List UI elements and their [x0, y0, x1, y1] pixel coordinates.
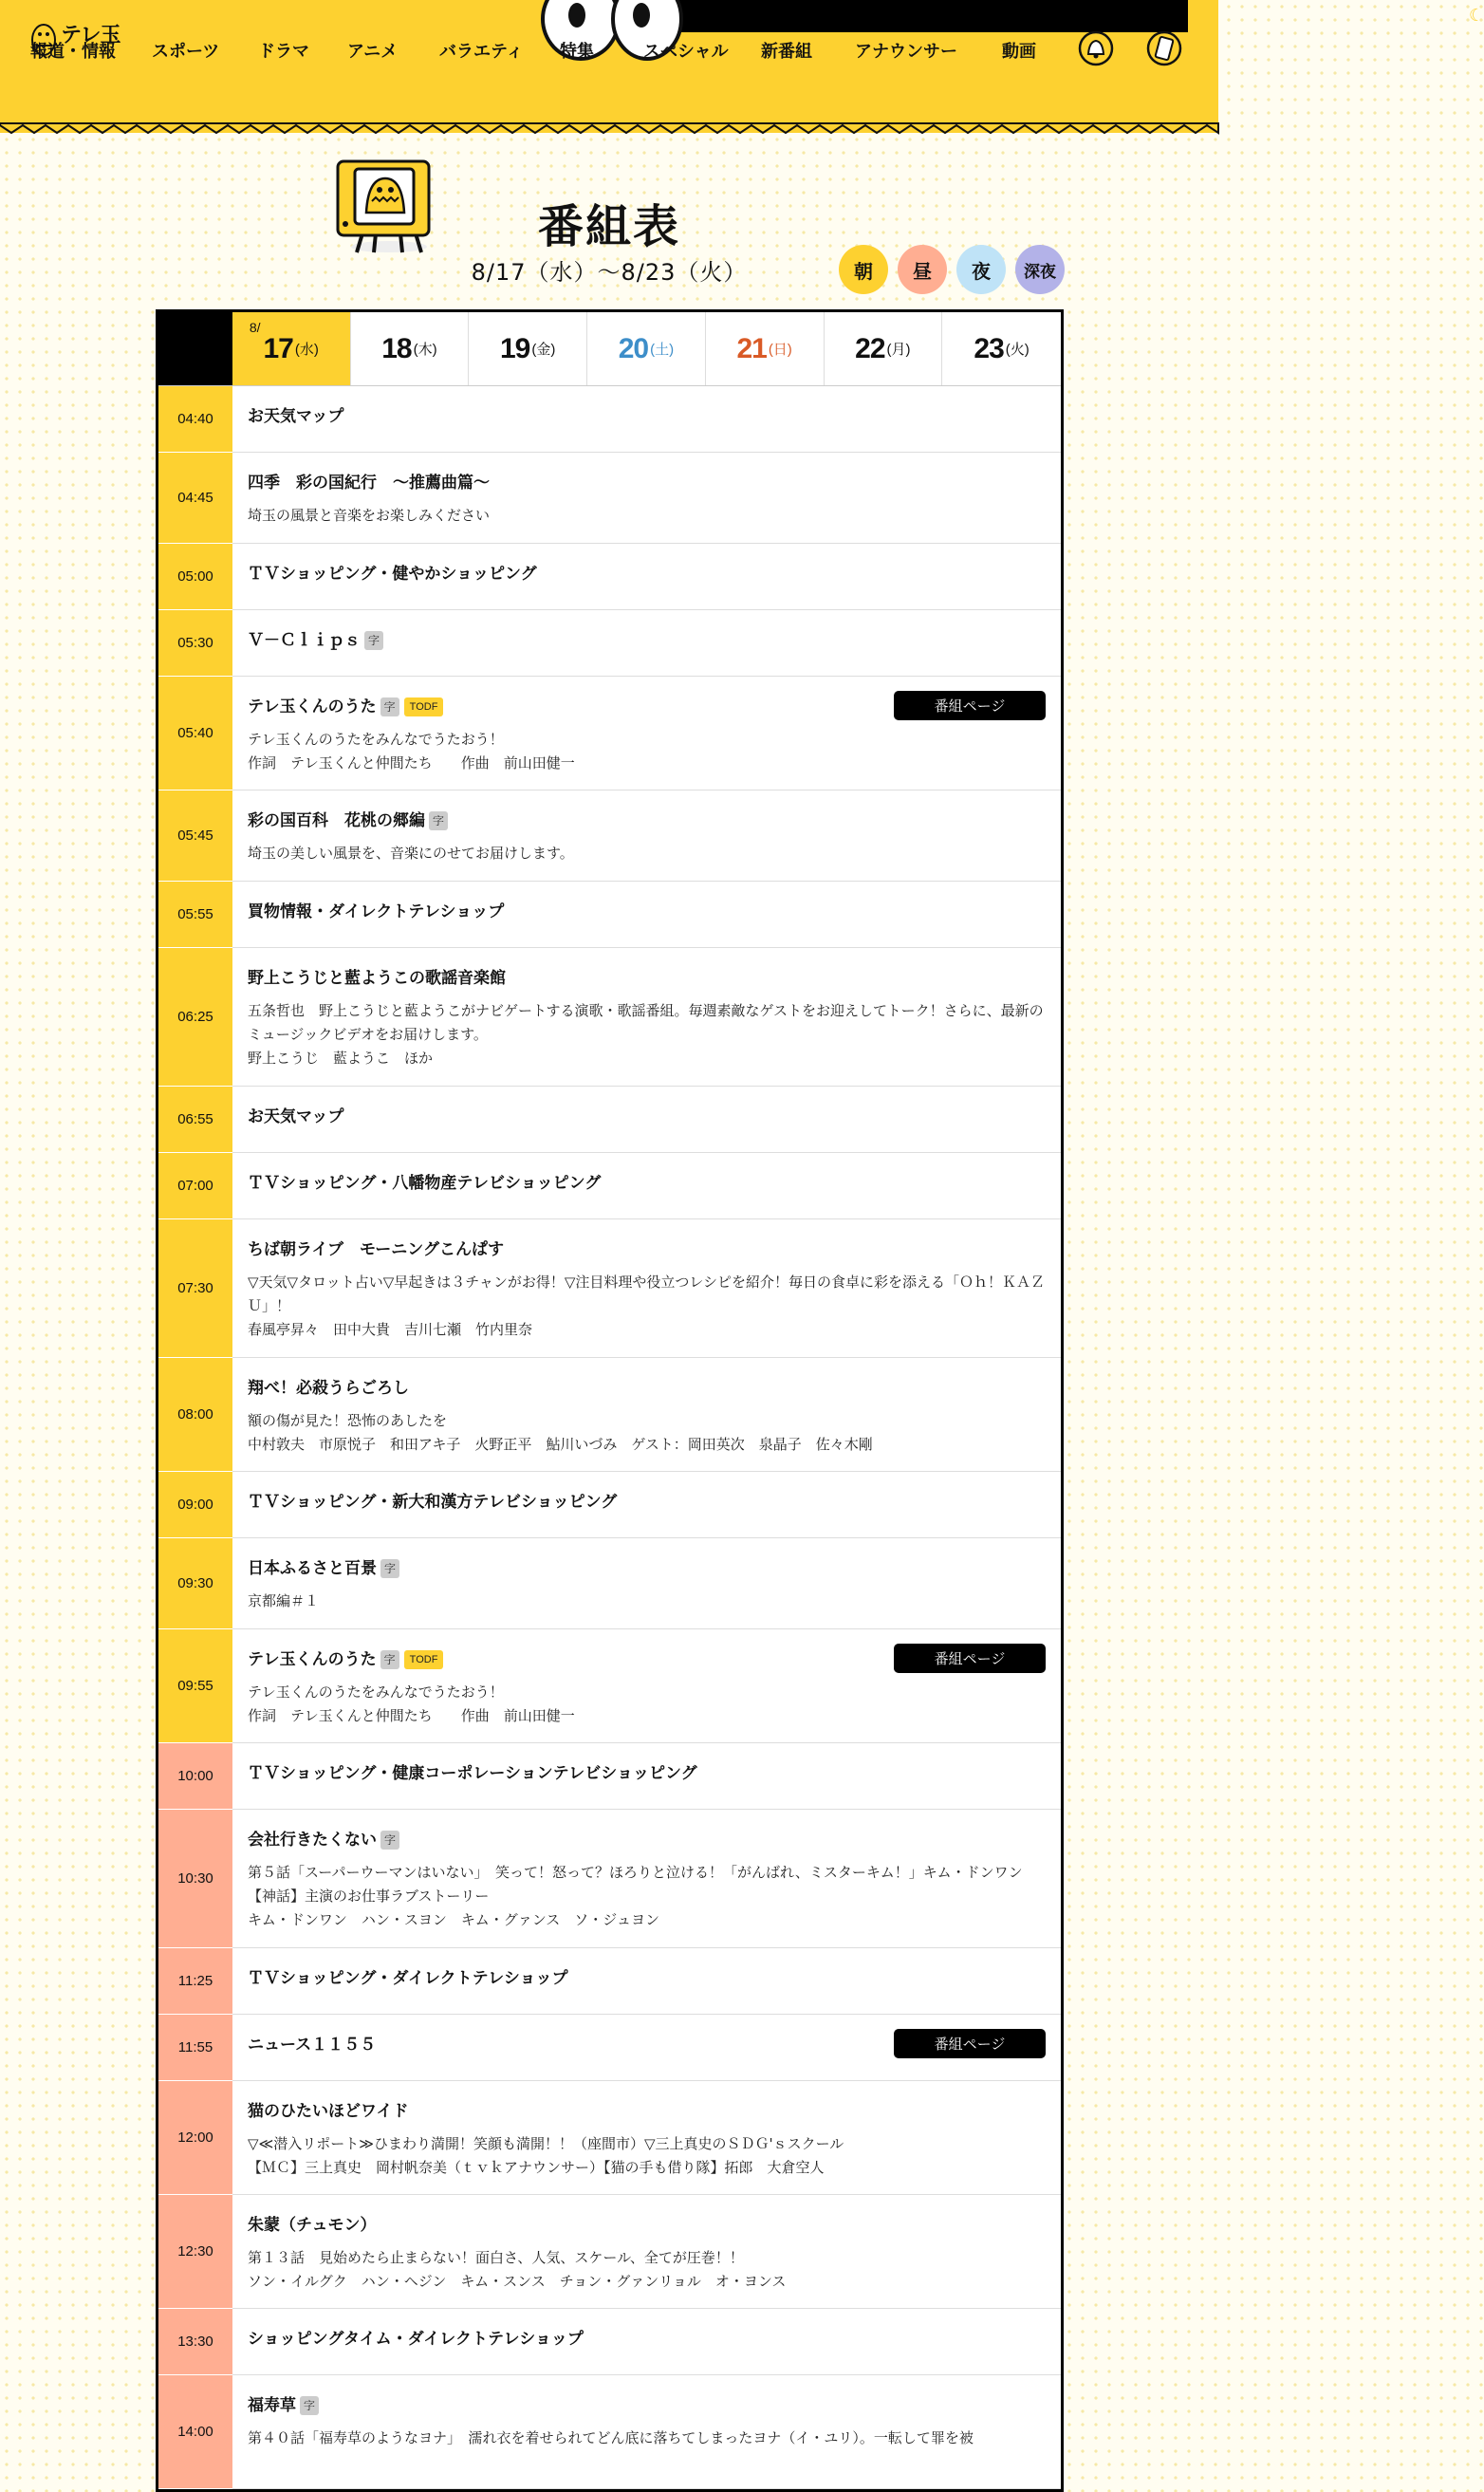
program-cell[interactable] — [232, 1472, 1061, 1537]
program-title-text: テレ玉くんのうた — [248, 697, 377, 716]
program-title-text: ニュース１１５５ — [248, 2036, 377, 2055]
todf-badge: TODF — [404, 697, 444, 716]
program-time: 12:30 — [158, 2195, 232, 2309]
header-zigzag-edge — [0, 123, 1218, 144]
subtitle-badge: 字 — [380, 697, 399, 716]
program-cell[interactable] — [232, 2309, 1061, 2374]
day-weekday: (金) — [531, 342, 556, 358]
program-row — [158, 1219, 1061, 1358]
program-time: 10:00 — [158, 1743, 232, 1810]
program-description: 五条哲也 野上こうじと藍ようこがナビゲートする演歌・歌謡番組。毎週素敵なゲストをお迎えしてトーク！さらに、最新のミュージックビデオをお届けします。 野上こうじ 藍ようこ ほか — [248, 1002, 1044, 1067]
nav-item[interactable]: スペシャル — [643, 42, 729, 62]
day-weekday: (月) — [886, 342, 911, 358]
program-title-text: Ｖ－Ｃｌｉｐｓ — [248, 631, 361, 650]
program-cell[interactable] — [232, 1743, 1061, 1809]
day-weekday: (火) — [1005, 342, 1030, 358]
program-row — [158, 948, 1061, 1087]
program-title[interactable] — [248, 1557, 1046, 1580]
program-row — [158, 2309, 1061, 2375]
program-time: 07:00 — [158, 1153, 232, 1219]
program-title[interactable] — [248, 472, 1046, 494]
program-description: ▽天気▽タロット占い▽早起きは３チャンがお得！▽注目料理や役立つレシピを紹介！毎日の食卓に彩を添える「Ｏｈ！ＫＡＺＵ」！ 春風亭昇々 田中大貴 吉川七瀬 竹内里奈 — [248, 1274, 1046, 1338]
program-cell[interactable] — [232, 1810, 1061, 1947]
program-time: 04:40 — [158, 386, 232, 453]
program-description: 第１３話 見始めたら止まらない！面白さ、人気、スケール、全てが圧巻！！ ソン・イルグク ハン・ヘジン キム・スンス チョン・グァンリョル オ・ヨンス — [248, 2249, 787, 2290]
program-time: 05:40 — [158, 677, 232, 790]
program-description: 額の傷が見た！恐怖のあしたを 中村敦夫 市原悦子 和田アキ子 火野正平 鮎川いづみ ゲスト：岡田英次 泉晶子 佐々木剛 — [248, 1412, 873, 1453]
program-row — [158, 610, 1061, 677]
program-title-text: 福寿草 — [248, 2396, 296, 2415]
day-number: 20 — [618, 332, 649, 364]
day-tab[interactable] — [706, 312, 825, 385]
program-time: 06:25 — [158, 948, 232, 1087]
subtitle-badge: 字 — [380, 1831, 399, 1850]
nav-item[interactable]: 動画 — [1002, 42, 1036, 62]
day-number: 23 — [974, 332, 1004, 364]
program-title-text: ＴＶショッピング・健康コーポレーションテレビショッピング — [248, 1764, 697, 1783]
program-title[interactable] — [248, 1238, 1046, 1261]
program-title-text: お天気マップ — [248, 407, 344, 426]
program-title[interactable] — [248, 1967, 1046, 1990]
logo-text: テレ玉 — [61, 24, 121, 47]
program-title[interactable] — [248, 901, 1046, 923]
subtitle-badge: 字 — [300, 2396, 319, 2415]
program-description: 京都編＃１ — [248, 1592, 320, 1609]
date-range: 8/17（水）〜8/23（火） — [471, 259, 748, 286]
program-row — [158, 544, 1061, 610]
program-description: テレ玉くんのうたをみんなでうたおう！ 作詞 テレ玉くんと仲間たち 作曲 前山田健一 — [248, 731, 575, 772]
program-title[interactable] — [248, 405, 1046, 428]
program-time: 05:55 — [158, 882, 232, 948]
todf-badge: TODF — [404, 1650, 444, 1669]
program-title-text: お天気マップ — [248, 1107, 344, 1126]
day-header-corner — [158, 312, 232, 385]
program-title[interactable] — [248, 1491, 1046, 1514]
day-tab[interactable] — [351, 312, 470, 385]
program-row — [158, 1743, 1061, 1810]
program-cell[interactable] — [232, 453, 1061, 543]
day-tabs — [158, 312, 1061, 386]
program-title-text: ＴＶショッピング・新大和漢方テレビショッピング — [248, 1493, 618, 1512]
program-title[interactable] — [248, 1106, 1046, 1128]
program-title[interactable] — [248, 2394, 1046, 2417]
time-of-day-button[interactable]: 深夜 — [1015, 245, 1065, 294]
program-description: 埼玉の美しい風景を、音楽にのせてお届けします。 — [248, 845, 574, 862]
day-number: 18 — [381, 332, 412, 364]
program-row — [158, 1087, 1061, 1153]
program-title-text: ＴＶショッピング・ダイレクトテレショップ — [248, 1969, 568, 1988]
page-title: 番組表 — [537, 200, 680, 253]
program-page-button[interactable]: 番組ページ — [894, 2029, 1046, 2058]
program-row — [158, 453, 1061, 544]
subtitle-badge: 字 — [364, 631, 383, 650]
day-weekday: (木) — [413, 342, 437, 358]
program-time: 06:55 — [158, 1087, 232, 1153]
program-row — [158, 1948, 1061, 2015]
program-title-text: 朱蒙（チュモン） — [248, 2216, 377, 2235]
day-weekday: (水) — [294, 342, 319, 358]
program-time: 04:45 — [158, 453, 232, 544]
program-time: 05:00 — [158, 544, 232, 610]
program-title[interactable] — [248, 1172, 1046, 1195]
program-row — [158, 1472, 1061, 1538]
day-tab[interactable] — [232, 312, 351, 385]
program-row — [158, 2375, 1061, 2489]
nav-item[interactable]: アニメ — [347, 42, 399, 62]
program-row — [158, 2015, 1061, 2081]
program-cell[interactable] — [232, 1087, 1061, 1152]
subtitle-badge: 字 — [380, 1559, 399, 1578]
subtitle-badge: 字 — [429, 811, 448, 830]
time-of-day-button[interactable]: 朝 — [839, 245, 888, 294]
program-row — [158, 1629, 1061, 1743]
program-cell[interactable] — [232, 1219, 1061, 1357]
program-title[interactable] — [248, 629, 1046, 652]
program-description: 第５話「スーパーウーマンはいない」 笑って！怒って？ほろりと泣ける！「がんばれ、ミスターキム！」キム・ドンワン【神話】主演のお仕事ラブストーリー キム・ドンワン ハン・スヨン キム・グァンス ソ・ジュヨン — [248, 1864, 1023, 1928]
day-tab[interactable] — [825, 312, 943, 385]
program-time: 11:55 — [158, 2015, 232, 2081]
nav-item[interactable]: 特集 — [560, 42, 594, 62]
program-title-text: 猫のひたいほどワイド — [248, 2102, 409, 2121]
nav-item[interactable]: スポーツ — [152, 42, 220, 62]
program-time: 05:45 — [158, 790, 232, 882]
program-cell[interactable] — [232, 544, 1061, 609]
time-of-day-button[interactable]: 昼 — [898, 245, 947, 294]
program-title[interactable] — [248, 2214, 1046, 2237]
program-cell[interactable] — [232, 948, 1061, 1086]
program-time: 07:30 — [158, 1219, 232, 1358]
program-title-text: ちば朝ライブ モーニングこんぱす — [248, 1240, 504, 1259]
nav-item[interactable]: バラエティ — [439, 42, 524, 62]
program-title-text: ＴＶショッピング・八幡物産テレビショッピング — [248, 1174, 602, 1193]
nav-item[interactable]: アナウンサー — [855, 42, 957, 62]
program-title[interactable] — [248, 2328, 1046, 2351]
nav-item[interactable]: ドラマ — [258, 42, 309, 62]
program-row — [158, 1153, 1061, 1219]
program-title-text: ＴＶショッピング・健やかショッピング — [248, 565, 537, 584]
day-number: 21 — [736, 332, 767, 364]
day-weekday: (日) — [768, 342, 792, 358]
day-number: 17 — [263, 332, 293, 364]
program-schedule — [156, 309, 1064, 2492]
program-title-text: 会社行きたくない — [248, 1831, 377, 1850]
program-cell[interactable] — [232, 1358, 1061, 1471]
program-time: 12:00 — [158, 2081, 232, 2195]
program-row — [158, 1538, 1061, 1629]
program-cell[interactable] — [232, 2015, 1061, 2080]
day-number: 22 — [855, 332, 885, 364]
program-title-text: 日本ふるさと百景 — [248, 1559, 377, 1578]
nav-item[interactable]: 新番組 — [761, 42, 812, 62]
program-row — [158, 882, 1061, 948]
program-title[interactable] — [248, 1762, 1046, 1785]
day-weekday: (土) — [650, 342, 675, 358]
main-nav — [0, 0, 1218, 95]
program-title[interactable] — [248, 1377, 1046, 1400]
program-cell[interactable] — [232, 1629, 1061, 1742]
program-row — [158, 1358, 1061, 1472]
program-time: 11:25 — [158, 1948, 232, 2015]
bell-icon[interactable] — [1078, 30, 1114, 66]
program-row — [158, 790, 1061, 882]
program-description: 第４０話「福寿草のようなヨナ」 濡れ衣を着せられてどん底に落ちてしまったヨナ（イ・ユリ）。一転して罪を被 — [248, 2429, 974, 2446]
program-description: 埼玉の風景と音楽をお楽しみください — [248, 507, 491, 524]
program-page-button[interactable]: 番組ページ — [894, 691, 1046, 720]
program-cell[interactable] — [232, 386, 1061, 452]
day-month: 8/ — [249, 320, 261, 335]
program-time: 08:00 — [158, 1358, 232, 1472]
program-row — [158, 2081, 1061, 2195]
program-description: テレ玉くんのうたをみんなでうたおう！ 作詞 テレ玉くんと仲間たち 作曲 前山田健一 — [248, 1683, 575, 1724]
program-title-text: テレ玉くんのうた — [248, 1650, 377, 1669]
program-row — [158, 1810, 1061, 1948]
program-row — [158, 386, 1061, 453]
program-time: 14:00 — [158, 2375, 232, 2489]
program-title-text: 彩の国百科 花桃の郷編 — [248, 811, 425, 830]
day-tab[interactable] — [942, 312, 1061, 385]
program-time: 10:30 — [158, 1810, 232, 1948]
program-title-text: 野上こうじと藍ようこの歌謡音楽館 — [248, 969, 506, 988]
program-time: 09:55 — [158, 1629, 232, 1743]
program-time: 05:30 — [158, 610, 232, 677]
program-time: 13:30 — [158, 2309, 232, 2375]
nav-item[interactable]: 報道・情報 — [30, 42, 116, 62]
program-title[interactable] — [248, 1829, 1046, 1851]
program-row — [158, 2195, 1061, 2309]
program-title-text: ショッピングタイム・ダイレクトテレショップ — [248, 2330, 584, 2349]
program-cell[interactable] — [232, 882, 1061, 947]
day-number: 19 — [499, 332, 530, 364]
program-cell[interactable] — [232, 1153, 1061, 1218]
program-list — [158, 386, 1061, 2489]
mobile-icon[interactable] — [1146, 30, 1182, 66]
day-tab[interactable] — [587, 312, 706, 385]
program-cell[interactable] — [232, 1538, 1061, 1628]
program-title[interactable] — [248, 967, 1046, 990]
program-title-text: 翔べ！必殺うらごろし — [248, 1379, 409, 1398]
program-title[interactable] — [248, 563, 1046, 586]
program-title[interactable] — [248, 2100, 1046, 2123]
program-title-text: 買物情報・ダイレクトテレショップ — [248, 902, 505, 921]
program-cell[interactable] — [232, 677, 1061, 790]
program-time: 09:30 — [158, 1538, 232, 1629]
moon-icon: ☾ — [1469, 6, 1484, 26]
time-of-day-button[interactable]: 夜 — [956, 245, 1006, 294]
program-cell[interactable] — [232, 2195, 1061, 2308]
site-header — [0, 0, 1484, 133]
program-description: ▽≪潜入リポート≫ひまわり満開！笑顔も満開！！（座間市）▽三上真史のＳＤＧ'ｓスクール 【ＭＣ】三上真史 岡村帆奈美（ｔｖｋアナウンサー）【猫の手も借り隊】拓郎 大倉空人 — [248, 2135, 844, 2176]
program-title[interactable] — [248, 809, 1046, 832]
program-cell[interactable] — [232, 790, 1061, 881]
program-cell[interactable] — [232, 2375, 1061, 2488]
program-row — [158, 677, 1061, 790]
subtitle-badge: 字 — [380, 1650, 399, 1669]
day-tab[interactable] — [469, 312, 587, 385]
program-cell[interactable] — [232, 610, 1061, 676]
program-time: 09:00 — [158, 1472, 232, 1538]
program-title-text: 四季 彩の国紀行 ～推薦曲篇～ — [248, 474, 490, 493]
program-cell[interactable] — [232, 1948, 1061, 2014]
program-cell[interactable] — [232, 2081, 1061, 2194]
program-page-button[interactable]: 番組ページ — [894, 1644, 1046, 1673]
